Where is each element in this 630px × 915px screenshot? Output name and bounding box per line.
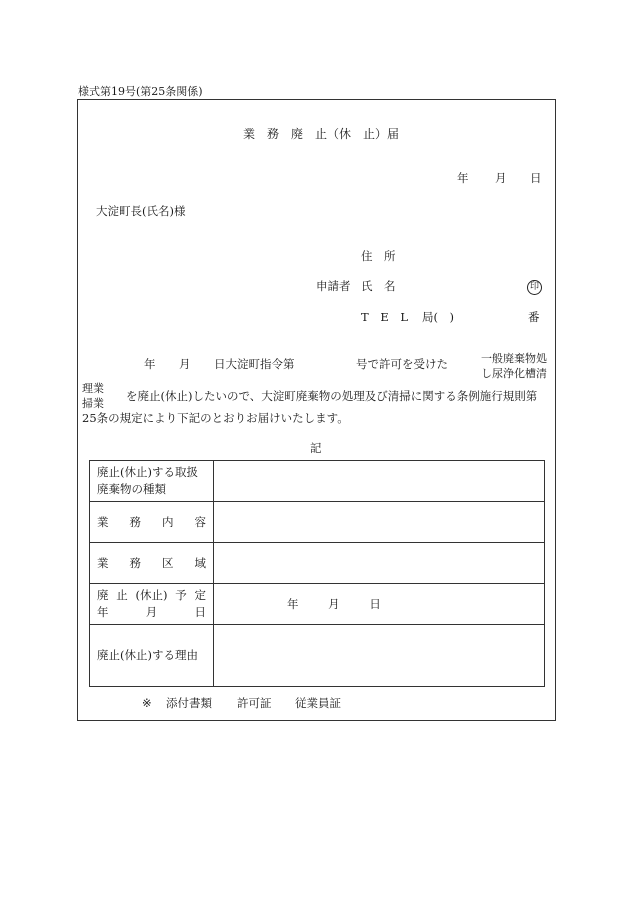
business-area-value[interactable] xyxy=(214,543,545,584)
body-line-2: を廃止(休止)したいので、大淀町廃棄物の処理及び清掃に関する条例施行規則第 xyxy=(126,389,538,403)
body-permit-text: 号で許可を受けた xyxy=(356,357,448,371)
attachment-permit: 許可証 xyxy=(237,696,272,710)
table-row xyxy=(90,543,545,584)
table-row xyxy=(90,584,545,625)
attachments-label: 添付書類 xyxy=(166,696,212,710)
tel-number-label: 番 xyxy=(528,310,540,324)
scheduled-date-label: 廃 止 (休止) 予 定 年 月 日 xyxy=(90,584,214,625)
attachment-employee-id: 従業員証 xyxy=(295,696,341,710)
address-label: 住 所 xyxy=(361,249,396,263)
tel-bureau: 局( ) xyxy=(422,310,454,324)
details-table xyxy=(89,460,545,687)
kind-cleaning: 掃業 xyxy=(82,396,104,410)
seal-icon: 印 xyxy=(527,280,542,295)
applicant-label: 申請者 xyxy=(316,279,351,293)
business-area-label: 業 務 区 域 xyxy=(90,543,214,584)
business-kind xyxy=(82,382,104,412)
body-year: 年 xyxy=(144,357,156,371)
form-title: 業 務 廃 止（休 止）届 xyxy=(243,127,400,141)
scheduled-date-value[interactable]: 年 月 日 xyxy=(214,584,545,625)
category-general-waste: 一般廃棄物処 xyxy=(481,352,547,365)
date-day: 日 xyxy=(530,171,542,185)
waste-type-label: 廃止(休止)する取扱 廃棄物の種類 xyxy=(90,461,214,502)
tel-label: T E L xyxy=(361,310,413,324)
form-number: 様式第19号(第25条関係) xyxy=(78,85,203,98)
table-row xyxy=(90,625,545,687)
addressee: 大淀町長(氏名)様 xyxy=(96,204,186,218)
reason-label: 廃止(休止)する理由 xyxy=(90,625,214,687)
waste-type-value[interactable] xyxy=(214,461,545,502)
category-septic-tank: し尿浄化槽清 xyxy=(481,366,547,380)
date-month: 月 xyxy=(495,171,507,185)
date-year: 年 xyxy=(457,171,469,185)
ki-mark: 記 xyxy=(310,441,322,455)
body-line-3: 25条の規定により下記のとおりお届けいたします。 xyxy=(82,411,349,425)
name-label: 氏 名 xyxy=(361,279,396,293)
business-content-value[interactable] xyxy=(214,502,545,543)
attachment-mark: ※ xyxy=(142,696,152,710)
table-row xyxy=(90,461,545,502)
body-month: 月 xyxy=(179,357,191,371)
reason-value[interactable] xyxy=(214,625,545,687)
body-ordinance: 日大淀町指令第 xyxy=(214,357,295,371)
table-row xyxy=(90,502,545,543)
business-content-label: 業 務 内 容 xyxy=(90,502,214,543)
kind-treatment: 理業 xyxy=(82,382,104,395)
business-category xyxy=(481,352,547,382)
